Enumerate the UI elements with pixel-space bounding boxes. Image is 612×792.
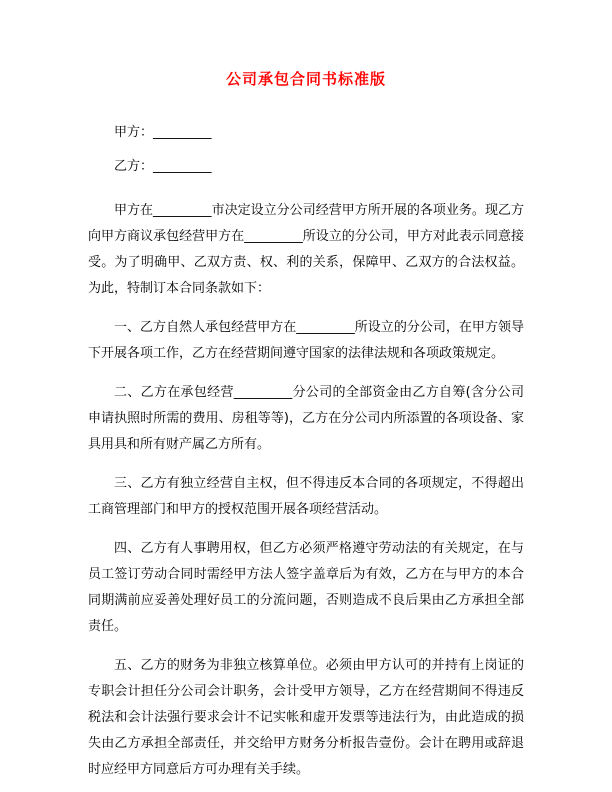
party-b-line: 乙方：_________: [114, 159, 212, 174]
party-a-line: 甲方：_________: [114, 125, 212, 140]
paragraph-preamble: 甲方在_________市决定设立分公司经营甲方所开展的各项业务。现乙方向甲方商议承包经营甲方在_________所设立的分公司，甲方对此表示同意接受。为了明确甲、乙双方责、权、利的关系，保障甲、乙双方的合法权益。为此，特制订本合同条款如下：: [88, 203, 524, 296]
paragraph-clause-5: 五、乙方的财务为非独立核算单位。必须由甲方认可的并持有上岗证的专职会计担任分公司会计职务，会计受甲方领导，乙方在经营期间不得违反税法和会计法强行要求会计不记实帐和虚开发票等违法行为，由此造成的损失由乙方承担全部责任，并交给甲方财务分析报告壹份。会计在聘用或辞退时应经甲方同意后方可办理有关手续。: [88, 658, 524, 777]
paragraph-clause-2: 二、乙方在承包经营_________分公司的全部资金由乙方自筹(含分公司申请执照时所需的费用、房租等等)，乙方在分公司内所添置的各项设备、家具用具和所有财产属乙方所有。: [88, 385, 524, 452]
document-title: 公司承包合同书标准版: [225, 70, 386, 88]
paragraph-clause-4: 四、乙方有人事聘用权，但乙方必须严格遵守劳动法的有关规定，在与员工签订劳动合同时需经甲方法人签字盖章后为有效，乙方在与甲方的本合同期满前应妥善处理好员工的分流问题，否则造成不良后果由乙方承担全部责任。: [88, 541, 524, 634]
paragraph-clause-1: 一、乙方自然人承包经营甲方在_________所设立的分公司，在甲方领导下开展各项工作，乙方在经营期间遵守国家的法律法规和各项政策规定。: [88, 320, 524, 361]
paragraph-clause-3: 三、乙方有独立经营自主权，但不得违反本合同的各项规定，不得超出工商管理部门和甲方的授权范围开展各项经营活动。: [88, 476, 524, 517]
